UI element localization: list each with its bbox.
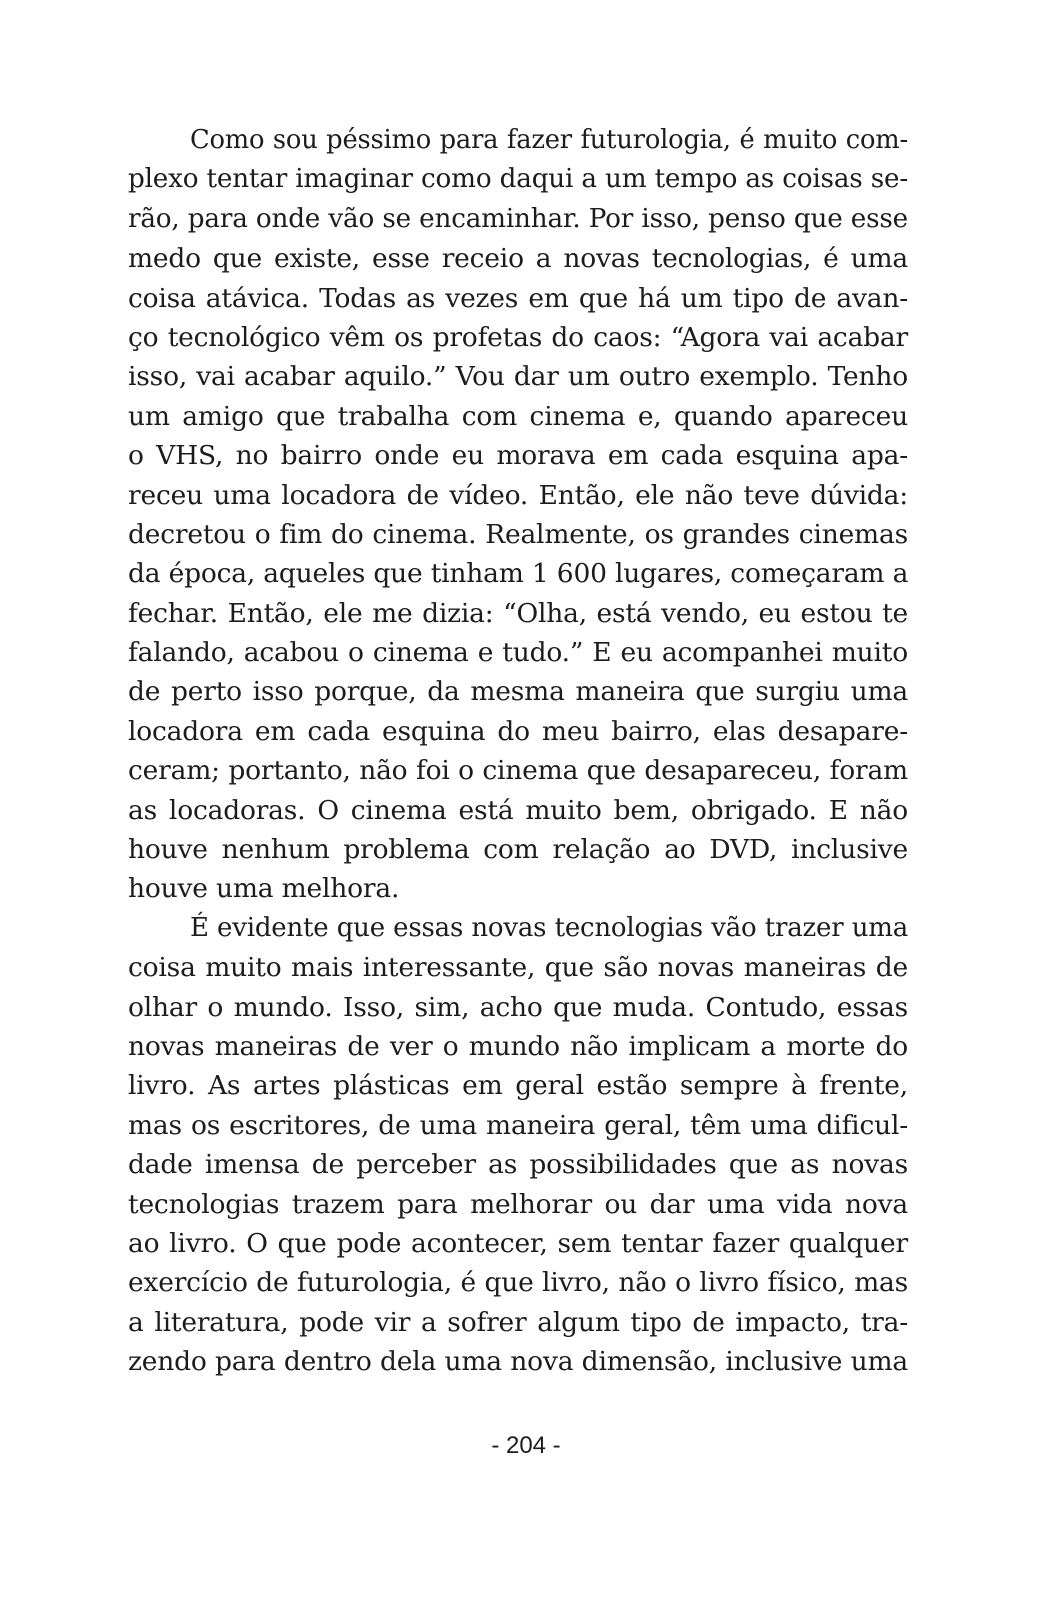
text-line: coisa muito mais interessante, que são novas maneiras de	[128, 952, 908, 984]
text-line: ao livro. O que pode acontecer, sem tentar fazer qualquer	[128, 1227, 908, 1259]
text-line: tecnologias trazem para melhorar ou dar uma vida nova	[128, 1188, 908, 1220]
text-line: de perto isso porque, da mesma maneira que surgiu uma	[128, 676, 908, 708]
text-line: ço tecnológico vêm os profetas do caos: “Agora vai acabar	[128, 321, 908, 353]
text-line: livro. As artes plásticas em geral estão sempre à frente,	[128, 1070, 908, 1102]
text-line: novas maneiras de ver o mundo não implicam a morte do	[128, 1030, 908, 1062]
text-line: isso, vai acabar aquilo.” Vou dar um outro exemplo. Tenho	[128, 361, 908, 393]
text-line: fechar. Então, ele me dizia: “Olha, está vendo, eu estou te	[128, 597, 908, 629]
text-line: ceram; portanto, não foi o cinema que desapareceu, foram	[128, 755, 908, 787]
text-line: plexo tentar imaginar como daqui a um tempo as coisas se-	[128, 164, 908, 195]
text-line: olhar o mundo. Isso, sim, acho que muda. Contudo, essas	[128, 991, 908, 1023]
page-number: - 204 -	[491, 1432, 561, 1459]
text-line: É evidente que essas novas tecnologias vão trazer uma	[190, 912, 908, 943]
text-line: exercício de futurologia, é que livro, não o livro físico, mas	[128, 1267, 908, 1299]
text-line: decretou o fim do cinema. Realmente, os grandes cinemas	[128, 518, 908, 550]
text-line: houve nenhum problema com relação ao DVD, inclusive	[128, 834, 908, 866]
body-text	[128, 121, 908, 1382]
paragraph	[128, 909, 908, 1382]
text-line: houve uma melhora.	[128, 873, 400, 905]
text-line: falando, acabou o cinema e tudo.” E eu acompanhei muito	[128, 637, 908, 669]
text-line: coisa atávica. Todas as vezes em que há um tipo de avan-	[128, 282, 908, 314]
text-line: dade imensa de perceber as possibilidades que as novas	[128, 1149, 908, 1181]
paragraph	[128, 121, 908, 909]
text-line: Como sou péssimo para fazer futurologia, é muito com-	[190, 125, 908, 155]
text-line: medo que existe, esse receio a novas tecnologias, é uma	[128, 243, 908, 275]
text-line: mas os escritores, de uma maneira geral, têm uma dificul-	[128, 1109, 908, 1141]
text-line: o VHS, no bairro onde eu morava em cada esquina apa-	[128, 440, 908, 472]
text-line: um amigo que trabalha com cinema e, quando apareceu	[128, 400, 908, 432]
text-line: locadora em cada esquina do meu bairro, elas desapare-	[128, 715, 908, 747]
text-line: rão, para onde vão se encaminhar. Por isso, penso que esse	[128, 203, 908, 234]
text-line: zendo para dentro dela uma nova dimensão, inclusive uma	[128, 1346, 908, 1378]
text-line: receu uma locadora de vídeo. Então, ele não teve dúvida:	[128, 479, 908, 511]
text-line: as locadoras. O cinema está muito bem, obrigado. E não	[128, 794, 908, 826]
text-line: da época, aqueles que tinham 1 600 lugares, começaram a	[128, 558, 909, 590]
text-line: a literatura, pode vir a sofrer algum tipo de impacto, tra-	[128, 1306, 908, 1338]
